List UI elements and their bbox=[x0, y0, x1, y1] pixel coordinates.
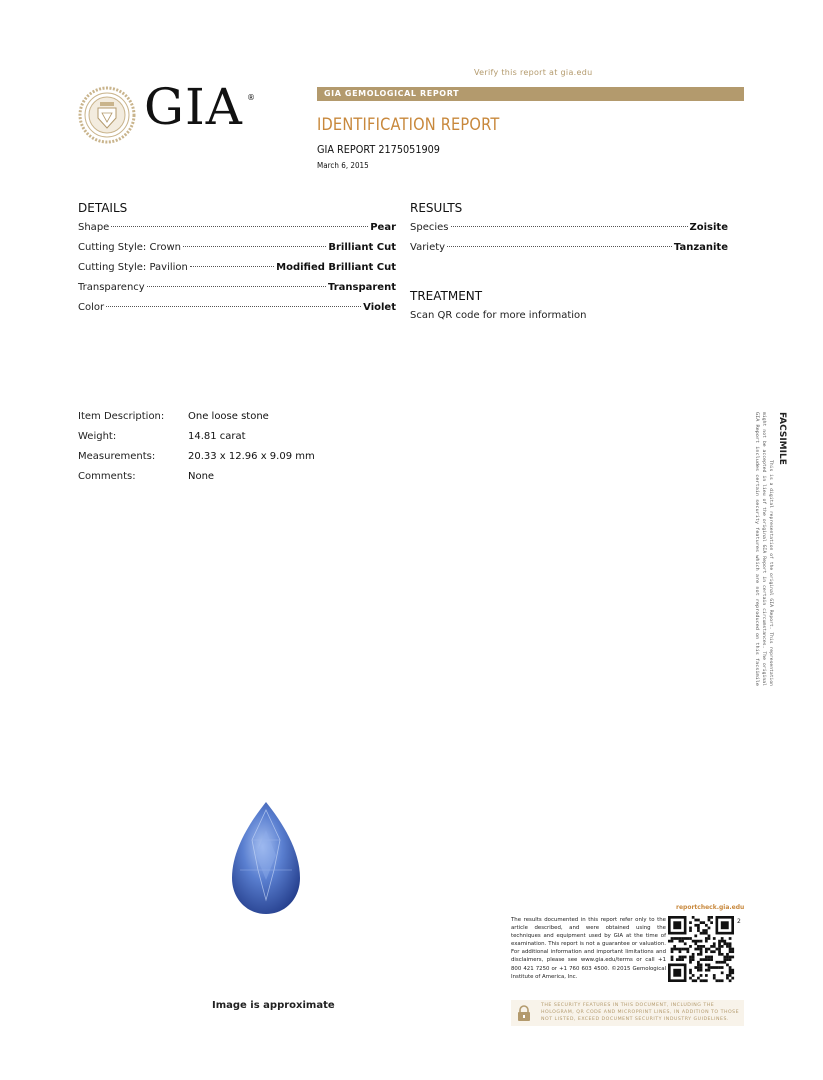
dot-leader bbox=[111, 226, 368, 227]
row-label: Color bbox=[78, 302, 105, 313]
row-label: Transparency bbox=[78, 282, 145, 293]
results-list bbox=[410, 222, 728, 262]
reportcheck-link[interactable]: reportcheck.gia.edu bbox=[676, 904, 745, 911]
info-row-measurements bbox=[78, 451, 315, 471]
qr-code[interactable] bbox=[668, 916, 734, 982]
dot-leader bbox=[447, 246, 672, 247]
item-info bbox=[78, 411, 315, 491]
facsimile-line-2: might not be accepted in lieu of the original GIA Report in certain circumstances. The original bbox=[761, 412, 766, 675]
info-row-description bbox=[78, 411, 315, 431]
info-row-weight bbox=[78, 431, 315, 451]
lock-icon bbox=[517, 1005, 531, 1021]
facsimile-notice bbox=[750, 410, 787, 690]
security-text: THE SECURITY FEATURES IN THIS DOCUMENT, INCLUDING THE HOLOGRAM, QR CODE AND MICROPRINT LINES, IN ADDITION TO THOSE NOT LISTED, EXCEED DOCUMENT SECURITY INDUSTRY GUIDELINES. bbox=[541, 1003, 740, 1022]
treatment-title: TREATMENT bbox=[410, 289, 483, 303]
results-title: RESULTS bbox=[410, 201, 463, 215]
info-label: Measurements: bbox=[78, 451, 156, 462]
results-row-variety bbox=[410, 242, 728, 256]
treatment-body: Scan QR code for more information bbox=[410, 310, 587, 321]
row-value: Pear bbox=[370, 222, 396, 233]
row-value: Brilliant Cut bbox=[328, 242, 396, 253]
dot-leader bbox=[147, 286, 326, 287]
row-label: Cutting Style: Pavilion bbox=[78, 262, 188, 273]
info-row-comments bbox=[78, 471, 315, 491]
info-value: 14.81 carat bbox=[188, 431, 246, 442]
results-row-species bbox=[410, 222, 728, 236]
qr-superscript: 2 bbox=[737, 918, 741, 925]
dot-leader bbox=[106, 306, 361, 307]
details-row-color bbox=[78, 302, 396, 316]
row-label: Variety bbox=[410, 242, 446, 253]
row-value: Transparent bbox=[328, 282, 396, 293]
gia-wordmark: GIA bbox=[144, 78, 243, 136]
facsimile-line-1: This is a digital representation of the original GIA Report. This representation bbox=[768, 460, 773, 682]
row-value: Modified Brilliant Cut bbox=[276, 262, 396, 273]
report-title: IDENTIFICATION REPORT bbox=[317, 115, 500, 135]
gem-image bbox=[230, 800, 302, 916]
details-title: DETAILS bbox=[78, 201, 128, 215]
dot-leader bbox=[190, 266, 274, 267]
info-label: Comments: bbox=[78, 471, 136, 482]
row-value: Violet bbox=[363, 302, 396, 313]
facsimile-title: FACSIMILE bbox=[777, 412, 787, 465]
row-value: Tanzanite bbox=[673, 242, 728, 253]
details-row-transparency bbox=[78, 282, 396, 296]
row-value: Zoisite bbox=[689, 222, 728, 233]
disclaimer-text: The results documented in this report refer only to the article described, and were obtained using the techniques and equipment used by GIA at the time of examination. This report is not a guarantee or valuation. For additional information and important limitations and disclaimers, please see www.gia.edu/terms or call +1 800 421 7250 or +1 760 603 4500. ©2015 Gemological Institute of America, Inc. bbox=[511, 917, 666, 980]
details-row-shape bbox=[78, 222, 396, 236]
gia-seal-icon bbox=[78, 86, 136, 144]
details-row-pavilion bbox=[78, 262, 396, 276]
dot-leader bbox=[451, 226, 688, 227]
info-label: Item Description: bbox=[78, 411, 165, 422]
details-row-crown bbox=[78, 242, 396, 256]
row-label: Cutting Style: Crown bbox=[78, 242, 181, 253]
verify-link[interactable]: Verify this report at gia.edu bbox=[474, 68, 593, 77]
info-label: Weight: bbox=[78, 431, 117, 442]
report-number: GIA REPORT 2175051909 bbox=[317, 143, 440, 156]
info-value: One loose stone bbox=[188, 411, 269, 422]
image-caption: Image is approximate bbox=[212, 1000, 335, 1011]
facsimile-line-3: GIA Report includes certain security features which are not reproduced on this facsimile bbox=[754, 412, 759, 656]
registered-mark: ® bbox=[247, 93, 255, 102]
row-label: Shape bbox=[78, 222, 110, 233]
dot-leader bbox=[183, 246, 326, 247]
report-date: March 6, 2015 bbox=[317, 161, 369, 170]
info-value: None bbox=[188, 471, 215, 482]
band-title: GIA GEMOLOGICAL REPORT bbox=[324, 89, 460, 98]
details-list bbox=[78, 222, 396, 322]
row-label: Species bbox=[410, 222, 449, 233]
info-value: 20.33 x 12.96 x 9.09 mm bbox=[188, 451, 315, 462]
